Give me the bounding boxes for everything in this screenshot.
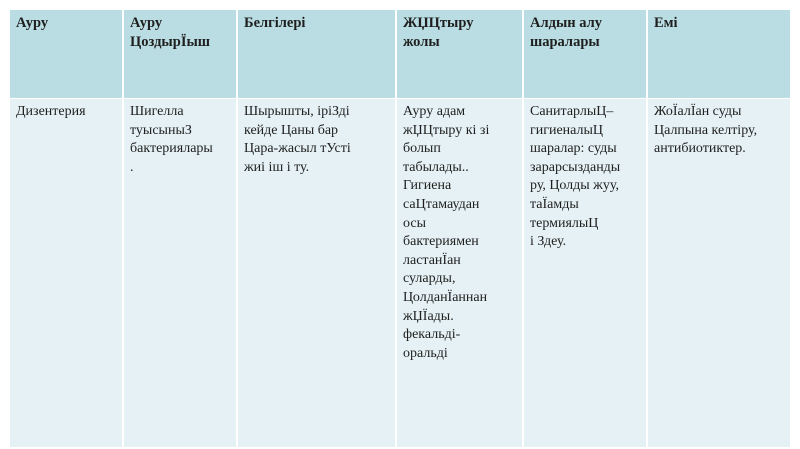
header-cell-prevention: Алдын алу шаралары: [524, 10, 646, 98]
cell-disease: Дизентерия: [10, 99, 122, 447]
cell-prevention: СанитарлыЦ– гигиеналыЦ шаралар: суды зарарсызданды ру, Цолды жуу, таЇамды термиялыЦ і Здеу.: [524, 99, 646, 447]
header-cell-symptoms: Белгілері: [238, 10, 395, 98]
header-cell-transmission: ЖЏЦтыру жолы: [397, 10, 522, 98]
cell-pathogen: Шигелла туысыныЗ бактериялары .: [124, 99, 236, 447]
disease-table: [8, 9, 792, 448]
header-cell-pathogen: Ауру ЦоздырЇыш: [124, 10, 236, 98]
cell-transmission: Ауру адам жЏЦтыру кі зі болып табылады.. Гигиена саЦтамаудан осы бактериямен ластанЇан суларды, ЦолданЇаннан жЏЇады. фекальді- оральді: [397, 99, 522, 447]
header-row: [10, 10, 790, 98]
header-cell-treatment: Емі: [648, 10, 790, 98]
cell-treatment: ЖоЇалЇан суды Цалпына келтіру, антибиотиктер.: [648, 99, 790, 447]
header-cell-disease: Ауру: [10, 10, 122, 98]
table-row: [10, 99, 790, 447]
cell-symptoms: Шырышты, іріЗді кейде Цаны бар Цара-жасыл тУсті жиі іш і ту.: [238, 99, 395, 447]
